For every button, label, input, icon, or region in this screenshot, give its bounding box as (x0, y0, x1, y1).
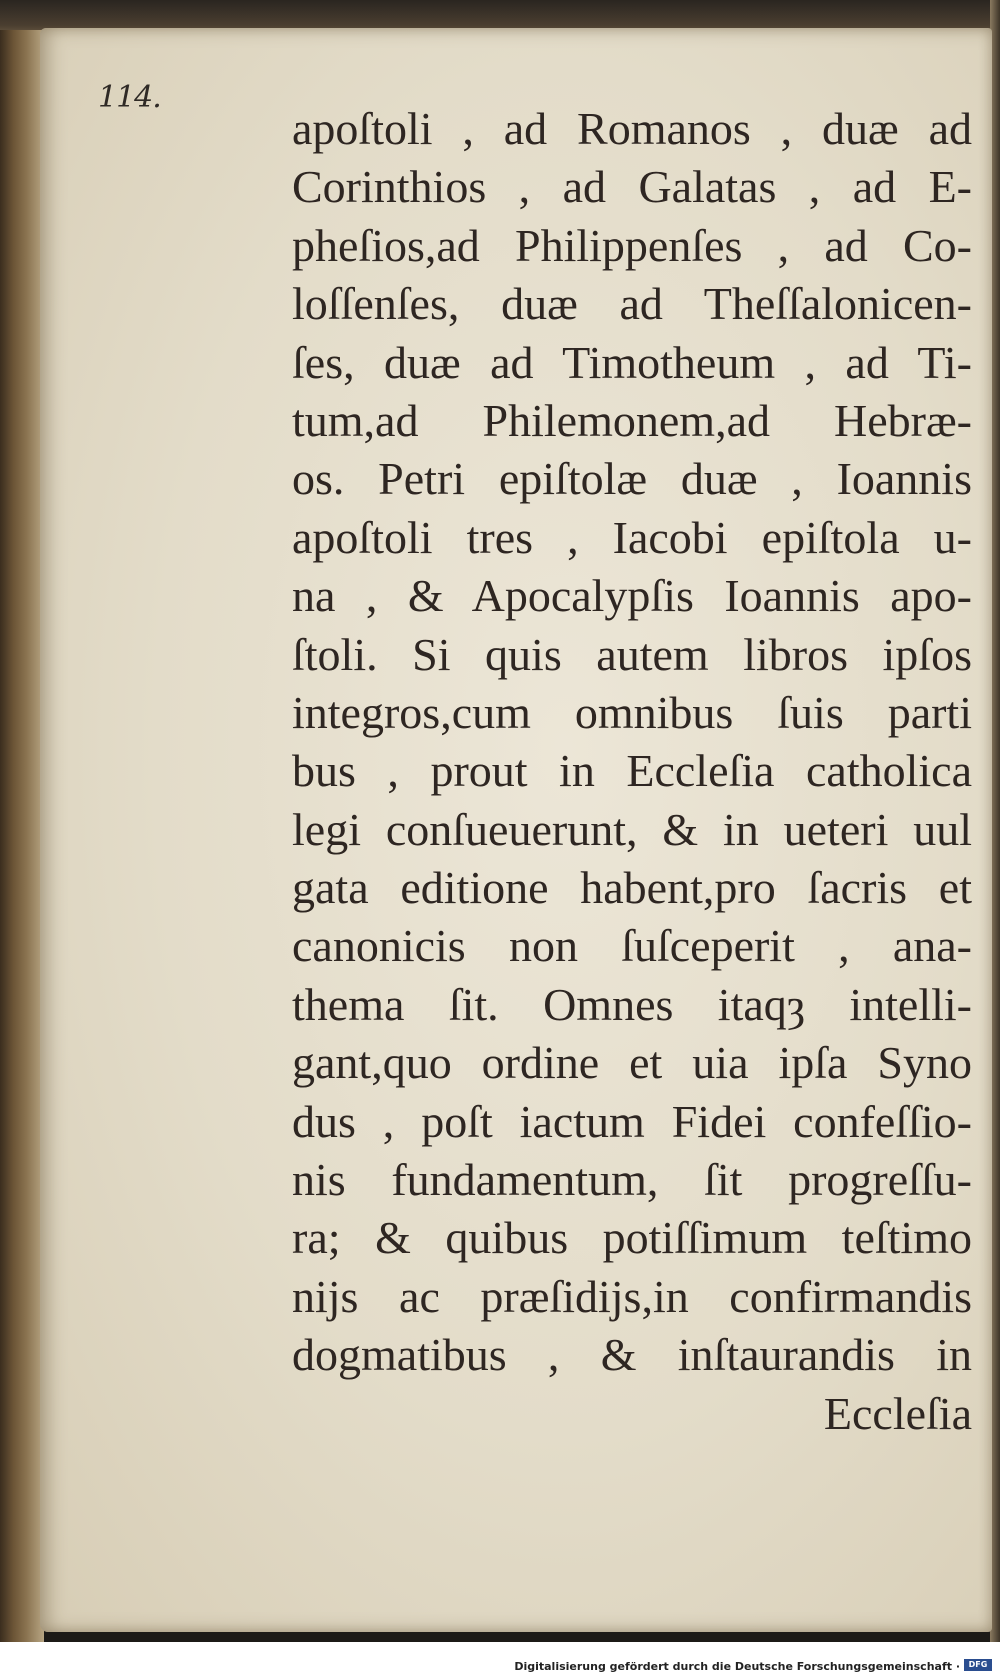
text-line: ſes, duæ ad Timotheum , ad Ti- (292, 336, 972, 388)
text-line: loſſenſes, duæ ad Theſſalonicen- (292, 278, 972, 330)
text-line: nijs ac præſidijs,in confirmandis (292, 1270, 972, 1322)
text-line: Corinthios , ad Galatas , ad E- (292, 161, 972, 213)
text-block (292, 100, 972, 1443)
book-spine (0, 30, 44, 1642)
text-line: nis fundamentum, ſit progreſſu- (292, 1154, 972, 1206)
text-line: ra; & quibus potiſſimum teſtimo (292, 1212, 972, 1264)
text-line: apoſtoli , ad Romanos , duæ ad (292, 103, 972, 154)
text-line: legi conſueuerunt, & in ueteri uul (292, 803, 972, 855)
digitization-credit: Digitalisierung gefördert durch die Deutsche Forschungsgemeinschaft · (514, 1660, 960, 1673)
catchword: Eccleſia (823, 1387, 972, 1439)
text-line: apoſtoli tres , Iacobi epiſtola u- (292, 511, 972, 563)
text-line: dogmatibus , & inſtaurandis in (292, 1329, 972, 1381)
folio-number: 114. (98, 80, 161, 115)
text-line: bus , prout in Eccleſia catholica (292, 745, 972, 797)
text-line: thema ſit. Omnes itaqȝ intelli- (292, 978, 972, 1030)
dfg-logo: DFG (964, 1659, 992, 1671)
text-line: tum,ad Philemonem,ad Hebræ- (292, 394, 972, 446)
text-line: pheſios,ad Philippenſes , ad Co- (292, 219, 972, 271)
text-line: gata editione habent,pro ſacris et (292, 862, 972, 914)
text-line: gant,quo ordine et uia ipſa Syno (292, 1037, 972, 1089)
text-line: os. Petri epiſtolæ duæ , Ioannis (292, 453, 972, 505)
text-line: ſtoli. Si quis autem libros ipſos (292, 628, 972, 680)
text-line: dus , poſt iactum Fidei confeſſio- (292, 1095, 972, 1147)
text-line: integros,cum omnibus ſuis parti (292, 686, 972, 738)
text-line: na , & Apocalypſis Ioannis apo- (292, 570, 972, 622)
text-line: canonicis non ſuſceperit , ana- (292, 920, 972, 972)
